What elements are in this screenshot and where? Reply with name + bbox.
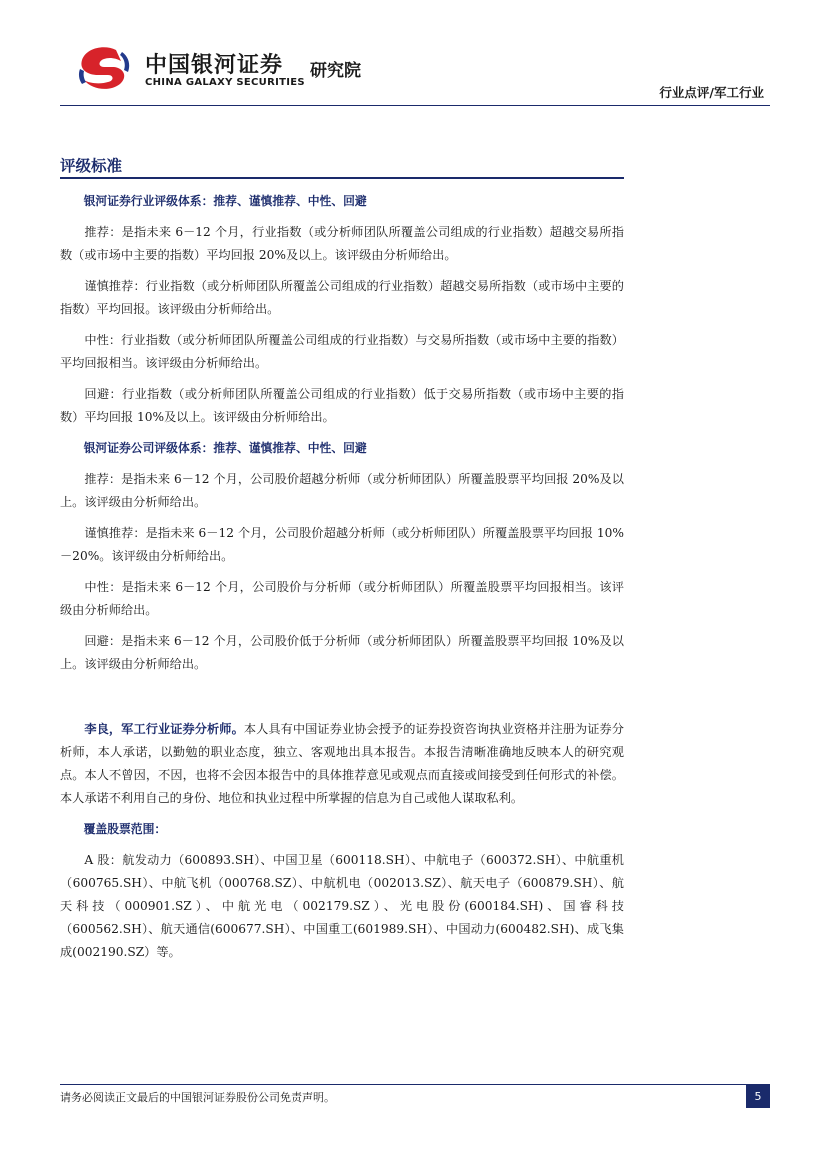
report-category: 行业点评/军工行业: [659, 85, 764, 100]
section-title: 评级标准: [60, 157, 123, 175]
industry-rating-neutral: 中性：行业指数（或分析师团队所覆盖公司组成的行业指数）与交易所指数（或市场中主要的指数）平均回报相当。该评级由分析师给出。: [60, 333, 624, 370]
industry-rating-recommend: 推荐：是指未来 6－12 个月，行业指数（或分析师团队所覆盖公司组成的行业指数）超越交易所指数（或市场中主要的指数）平均回报 20%及以上。该评级由分析师给出。: [60, 225, 624, 262]
brand-name-cn: 中国银河证券: [145, 53, 284, 78]
page-number: 5: [746, 1085, 770, 1108]
analyst-statement: [60, 718, 624, 810]
page-header: [60, 40, 770, 106]
company-rating-avoid: 回避：是指未来 6－12 个月，公司股价低于分析师（或分析师团队）所覆盖股票平均回报 10%及以上。该评级由分析师给出。: [60, 634, 624, 671]
company-rating-neutral: 中性：是指未来 6－12 个月，公司股价与分析师（或分析师团队）所覆盖股票平均回报相当。该评级由分析师给出。: [60, 580, 624, 617]
analyst-statement-text: 本人具有中国证券业协会授予的证券投资咨询执业资格并注册为证券分析师，本人承诺，以勤勉的职业态度，独立、客观地出具本报告。本报告清晰准确地反映本人的研究观点。本人不曾因，不因，也将不会因本报告中的具体推荐意见或观点而直接或间接受到任何形式的补偿。本人承诺不利用自己的身份、地位和执业过程中所掌握的信息为自己或他人谋取私利。: [60, 722, 624, 805]
company-rating-cautious: 谨慎推荐：是指未来 6－12 个月，公司股价超越分析师（或分析师团队）所覆盖股票平均回报 10%－20%。该评级由分析师给出。: [60, 526, 624, 563]
section-divider: [60, 177, 624, 179]
footer-disclaimer: 请务必阅读正文最后的中国银河证券股份公司免责声明。: [60, 1091, 335, 1104]
brand-name-en: CHINA GALAXY SECURITIES: [145, 77, 305, 88]
galaxy-logo-icon: [76, 44, 134, 94]
brand-suffix: 研究院: [310, 61, 361, 81]
industry-rating-cautious: 谨慎推荐：行业指数（或分析师团队所覆盖公司组成的行业指数）超越交易所指数（或市场中主要的指数）平均回报。该评级由分析师给出。: [60, 279, 624, 316]
industry-rating-heading: 银河证券行业评级体系：推荐、谨慎推荐、中性、回避: [83, 194, 367, 208]
company-rating-recommend: 推荐：是指未来 6－12 个月，公司股价超越分析师（或分析师团队）所覆盖股票平均回报 20%及以上。该评级由分析师给出。: [60, 472, 624, 509]
company-rating-heading: 银河证券公司评级体系：推荐、谨慎推荐、中性、回避: [83, 441, 367, 455]
analyst-name: 李良，军工行业证券分析师。: [84, 722, 244, 736]
header-divider: [60, 105, 770, 106]
industry-rating-avoid: 回避：行业指数（或分析师团队所覆盖公司组成的行业指数）低于交易所指数（或市场中主要的指数）平均回报 10%及以上。该评级由分析师给出。: [60, 387, 624, 424]
footer-divider: [60, 1084, 770, 1085]
rating-content: [60, 190, 624, 972]
coverage-list: A 股：航发动力（600893.SH）、中国卫星（600118.SH）、中航电子（600372.SH）、中航重机（600765.SH）、中航飞机（000768.SZ）、中航机电（002013.SZ）、航天电子（600879.SH）、航天科技（000901.SZ）、中航光电（002179.SZ）、光电股份(600184.SH)、国睿科技（600562.SH）、航天通信(600677.SH）、中国重工(601989.SH）、中国动力(600482.SH)、成飞集成(002190.SZ）等。: [60, 853, 624, 959]
coverage-heading: 覆盖股票范围：: [83, 822, 167, 836]
spacer: [60, 684, 624, 718]
